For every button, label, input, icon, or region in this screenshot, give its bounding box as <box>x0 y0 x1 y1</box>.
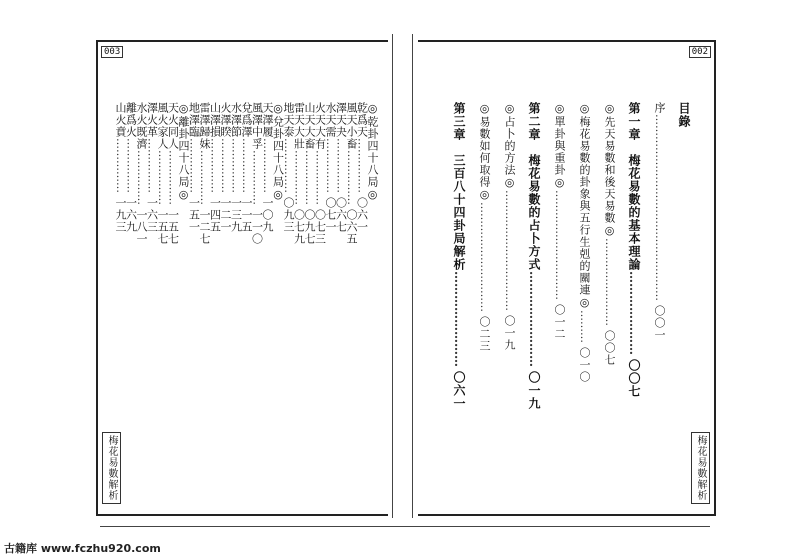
toc-entry <box>578 102 590 383</box>
toc-leader-dots: …………… <box>156 150 169 205</box>
toc-page-number: 一一〇 <box>250 209 264 245</box>
toc-leader-dots: ………………………… <box>478 202 491 312</box>
toc-page-number: 一二一 <box>219 197 232 233</box>
toc-entry <box>114 102 126 233</box>
toc-page-number: 一五一 <box>187 197 201 233</box>
toc-leader-dots: …………… <box>219 138 232 193</box>
toc-page-number: 〇〇七 <box>603 330 616 366</box>
toc-page-number: 〇九七 <box>303 209 316 245</box>
toc-leader-dots: …………… <box>198 150 211 205</box>
toc-title: 兌爲澤 <box>240 102 253 138</box>
toc-leader-dots: …………… <box>229 138 243 193</box>
toc-leader-dots: …………… <box>145 138 159 193</box>
toc-title: 序 <box>653 102 666 114</box>
toc-page-number: 一〇九 <box>261 197 274 233</box>
toc-page-number: 〇一二 <box>553 304 566 340</box>
toc-page-number: 一五七 <box>156 209 169 245</box>
toc-leader-dots: …………… <box>303 150 316 205</box>
toc-leader-dots: …………… <box>355 138 369 193</box>
toc-title: 風天小畜 <box>345 102 358 150</box>
toc-page-number: 一二七 <box>198 209 211 245</box>
toc-title: 澤火革 <box>145 102 159 138</box>
toc-title: 山火賁 <box>114 102 127 138</box>
toc-leader-dots: ………………… <box>627 271 641 355</box>
toc-title: 火天大有 <box>313 102 327 150</box>
toc-title: ◎離卦四十八局◎ <box>177 102 190 202</box>
gutter-line-left <box>392 34 393 518</box>
toc-entry <box>603 102 615 366</box>
toc-title: 水澤節 <box>229 102 243 138</box>
toc-title: ◎先天易數和後天易數◎ <box>603 102 616 238</box>
toc-page-number: 〇九三 <box>282 197 295 233</box>
toc-leader-dots: …………………………………………… <box>653 114 666 301</box>
toc-title: 天澤履 <box>261 102 274 138</box>
toc-leader-dots: …………… <box>166 150 180 205</box>
toc-leader-dots: …………………… <box>452 271 466 367</box>
toc-title: 離爲火 <box>124 102 138 138</box>
toc-page-number: 〇一九 <box>503 315 516 351</box>
toc-page-number: 〇六七 <box>334 197 348 233</box>
toc-entry <box>453 102 465 410</box>
bottom-rule <box>100 526 710 527</box>
toc-leader-dots: …………… <box>313 150 327 205</box>
toc-title: 雷澤歸妹 <box>198 102 211 150</box>
toc-page-number: 〇七九 <box>292 209 306 245</box>
toc-leader-dots: ………………………… <box>553 190 566 300</box>
toc-leader-dots: …………… <box>292 150 306 205</box>
toc-page-number: 一五七 <box>166 209 180 245</box>
toc-entry <box>628 102 640 398</box>
toc-title: 風火家人 <box>156 102 169 150</box>
toc-page-number: 一四五 <box>208 197 222 233</box>
toc-title: 雷天大壯 <box>292 102 306 150</box>
toc-entry <box>478 102 490 352</box>
toc-page-number: 〇六一 <box>452 371 466 410</box>
toc-entry <box>503 102 515 351</box>
toc-leader-dots: ……… <box>578 310 591 343</box>
toc-page-number: 一六九 <box>124 197 138 233</box>
toc-title: 火澤睽 <box>219 102 232 138</box>
toc-leader-dots: …………………………… <box>503 190 516 311</box>
toc-title: 山澤損 <box>208 102 222 138</box>
toc-leader-dots: …………… <box>208 138 222 193</box>
toc-page-number: 〇一九 <box>527 371 541 410</box>
toc-title: 第二章 梅花易數的占卜方式 <box>527 102 541 271</box>
toc-leader-dots: …………………… <box>603 238 616 326</box>
toc-page-number: 一一五 <box>240 197 253 233</box>
toc-page-number: 〇七三 <box>313 209 327 245</box>
toc-title: 目錄 <box>677 102 691 128</box>
right-page <box>418 40 716 516</box>
toc-title: 地天泰 <box>282 102 295 138</box>
toc-page-number: 〇一〇 <box>578 347 591 383</box>
toc-leader-dots: …………… <box>135 150 148 205</box>
toc-leader-dots: …………… <box>261 138 274 193</box>
toc-title: 地澤臨 <box>187 102 201 138</box>
gutter-line-right <box>412 34 413 518</box>
toc-leader-dots: …………… <box>240 138 253 193</box>
toc-leader-dots: …………… <box>334 138 348 193</box>
toc-leader-dots: …………… <box>124 138 138 193</box>
right-side-tab: 梅花易數解析 <box>691 432 710 504</box>
toc-leader-dots: …………… <box>114 138 127 193</box>
toc-leader-dots: …………… <box>282 138 295 193</box>
toc-title: ◎單卦與重卦◎ <box>553 102 566 190</box>
toc-page-number: 一九三 <box>114 197 127 233</box>
toc-page-number: 〇〇一 <box>653 305 666 341</box>
toc-page-number: 〇七一 <box>324 197 337 233</box>
toc-title: ◎乾卦四十八局◎ <box>366 102 379 202</box>
toc-page-number: 〇六五 <box>345 209 358 245</box>
toc-leader-dots: …………………… <box>527 271 541 367</box>
toc-leader-dots: …………… <box>187 138 201 193</box>
toc-title: 第三章 三百八十四卦局解析 <box>452 102 466 271</box>
toc-page-number: 一六三 <box>145 197 159 233</box>
toc-title: 水火既濟 <box>135 102 148 150</box>
toc-entry <box>553 102 565 340</box>
toc-entry <box>528 102 540 410</box>
toc-title: ◎占卜的方法◎ <box>503 102 516 190</box>
toc-page-number: 一三九 <box>229 197 243 233</box>
toc-leader-dots: …………… <box>345 150 358 205</box>
toc-title: ◎易數如何取得◎ <box>478 102 491 202</box>
toc-page-number: 〇六一 <box>355 197 369 233</box>
toc-title: 澤天夬 <box>334 102 348 138</box>
toc-title: 水天需 <box>324 102 337 138</box>
toc-title: 第一章 梅花易數的基本理論 <box>627 102 641 271</box>
toc-entry <box>678 102 690 128</box>
watermark: 古籍库 www.fczhu920.com <box>4 542 161 555</box>
left-side-tab: 梅花易數解析 <box>102 432 121 504</box>
toc-title: 山天大畜 <box>303 102 316 150</box>
toc-page-number: 〇二三 <box>478 316 491 352</box>
toc-title: 天火同人 <box>166 102 180 150</box>
toc-page-number: 一八一 <box>135 209 148 245</box>
toc-page-number: 〇〇七 <box>627 359 641 398</box>
toc-title: 乾爲天 <box>355 102 369 138</box>
left-page-number: 003 <box>101 46 123 58</box>
toc-title: ◎兌卦四十八局◎ <box>271 102 285 202</box>
toc-leader-dots: …………… <box>250 150 264 205</box>
right-page-number: 002 <box>689 46 711 58</box>
left-page <box>96 40 388 516</box>
toc-title: 風澤中孚 <box>250 102 264 150</box>
toc-title: ◎梅花易數的卦象與五行生剋的關連◎ <box>578 102 591 310</box>
toc-entry <box>653 102 665 341</box>
toc-leader-dots: …………… <box>324 138 337 193</box>
